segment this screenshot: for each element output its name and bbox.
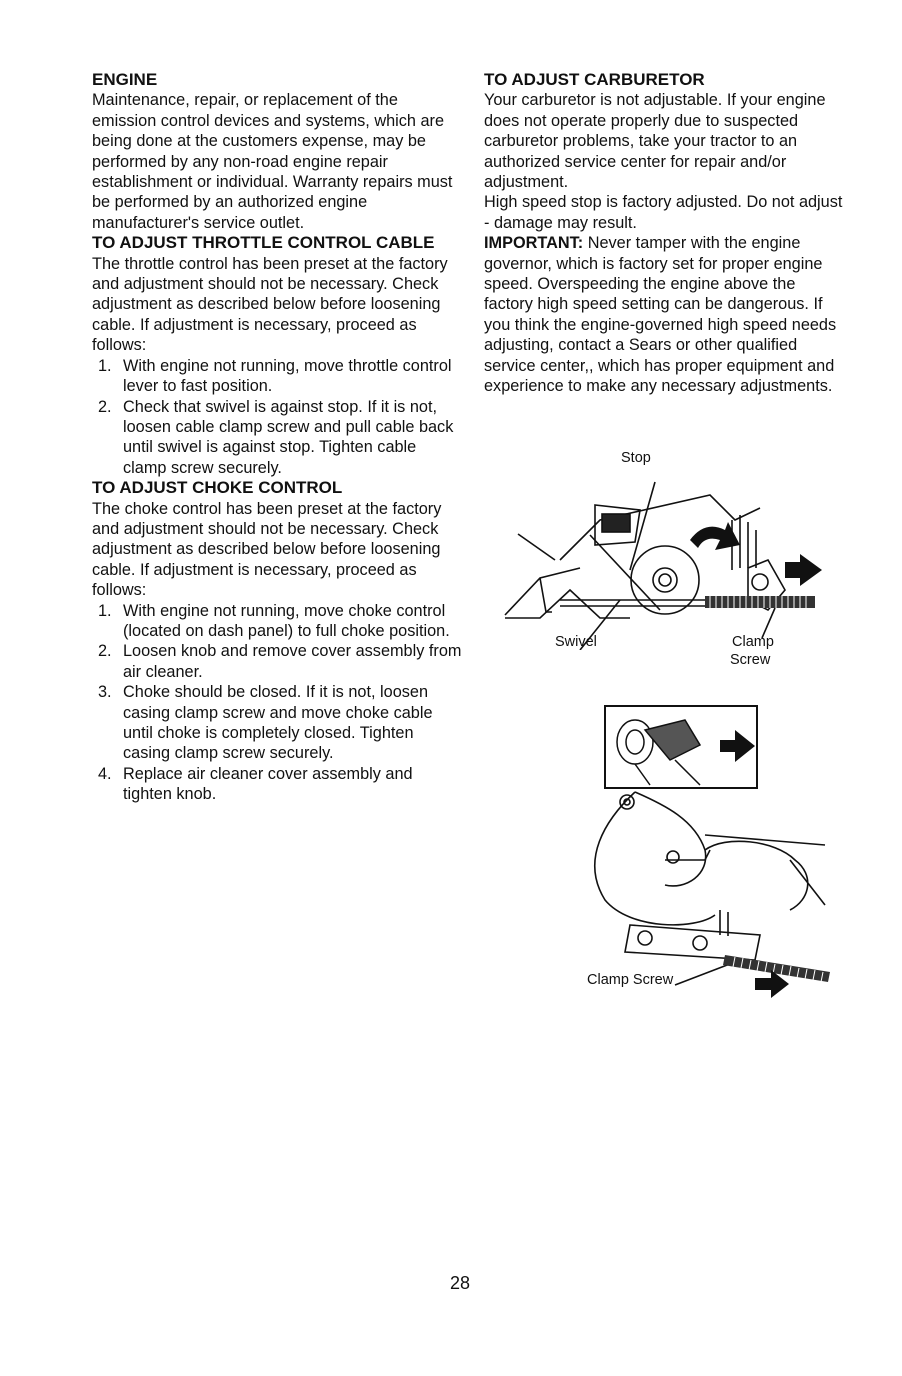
step-number: 2. — [98, 642, 112, 661]
throttle-linkage-illustration — [500, 450, 830, 650]
engine-paragraph: Maintenance, repair, or replacement of the emission control devices and systems, which are being done at the customers expense, may be performed by any non-road engine repair establishment or individual. Warranty repairs must be performed by an authorized engine manufacturer's service outlet. — [92, 91, 453, 232]
choke-clamp-illustration — [575, 700, 835, 1000]
choke-heading: TO ADJUST CHOKE CONTROL — [92, 478, 343, 498]
step-text: With engine not running, move throttle control lever to fast position. — [123, 356, 452, 396]
throttle-heading: TO ADJUST THROTTLE CONTROL CABLE — [92, 233, 435, 253]
left-column — [92, 70, 464, 805]
list-item — [92, 397, 464, 479]
step-number: 4. — [98, 764, 112, 783]
right-arrow-icon — [785, 554, 822, 586]
carburetor-heading: TO ADJUST CARBURETOR — [484, 70, 705, 89]
right-column — [484, 70, 844, 397]
step-text: Check that swivel is against stop. If it is not, loosen cable clamp screw and pull cable back until swivel is against stop. Tighten cable clamp screw securely. — [123, 397, 454, 477]
step-text: Replace air cleaner cover assembly and tighten knob. — [123, 764, 413, 804]
important-paragraph — [484, 233, 844, 396]
list-item — [92, 764, 464, 805]
important-text: Never tamper with the engine governor, which is factory set for proper engine speed. Overspeeding the engine above the factory high speed setting can be dangerous. If you think the engine-governed high speed needs adjusting, contact a Sears or other qualified service center,, which has proper equipment and experience to make any necessary adjustments. — [484, 234, 837, 396]
throttle-steps — [92, 356, 464, 478]
clamp-screw-thread — [705, 596, 815, 608]
clamp-label: Clamp — [732, 634, 774, 650]
list-item — [92, 641, 464, 682]
page-number: 28 — [449, 1273, 471, 1293]
step-text: With engine not running, move choke control (located on dash panel) to full choke position. — [123, 601, 450, 640]
carburetor-paragraph: Your carburetor is not adjustable. If your engine does not operate properly due to suspected carburetor problems, take your tractor to an authorized service center for repair and/or adjustment. — [484, 91, 826, 192]
step-number: 1. — [98, 601, 112, 620]
step-number: 2. — [98, 397, 112, 416]
choke-steps — [92, 601, 464, 805]
step-text: Choke should be closed. If it is not, loosen casing clamp screw and move choke cable until choke is completely closed. Tighten casing clamp screw securely. — [123, 683, 433, 763]
screw-label: Screw — [730, 652, 771, 668]
high-speed-paragraph: High speed stop is factory adjusted. Do not adjust - damage may result. — [484, 193, 843, 232]
step-text: Loosen knob and remove cover assembly from air cleaner. — [123, 642, 462, 681]
important-label: IMPORTANT: — [484, 234, 584, 253]
clamp-screw-label: Clamp Screw — [587, 972, 674, 988]
choke-figure — [575, 700, 835, 1000]
choke-paragraph: The choke control has been preset at the factory and adjustment should not be necessary. Check adjustment as described below before loosening cable. If adjustment is necessary, proceed as follows: — [92, 499, 442, 600]
list-item — [92, 682, 464, 764]
throttle-paragraph: The throttle control has been preset at the factory and adjustment should not be necessary. Check adjustment as described below before loosening cable. If adjustment is necessary, proceed as follows: — [92, 254, 448, 355]
stop-label: Stop — [621, 450, 651, 466]
swivel-label: Swivel — [555, 634, 597, 650]
throttle-figure — [500, 450, 830, 680]
engine-heading: ENGINE — [92, 70, 158, 89]
list-item — [92, 356, 464, 397]
list-item — [92, 601, 464, 642]
step-number: 1. — [98, 356, 112, 375]
step-number: 3. — [98, 683, 112, 702]
